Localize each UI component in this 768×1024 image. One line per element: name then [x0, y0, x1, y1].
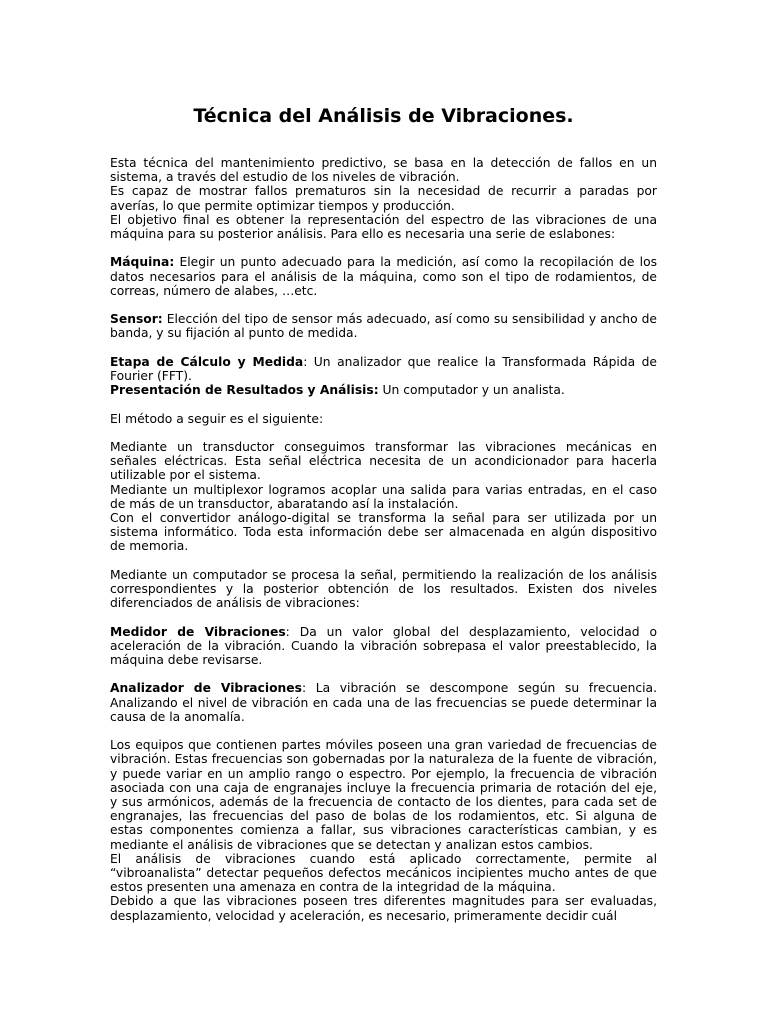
spacer	[110, 426, 657, 440]
sensor-text: Elección del tipo de sensor más adecuado, así como su sensibilidad y ancho de banda, y su fijación al punto de medida.	[110, 312, 657, 341]
spacer	[110, 667, 657, 681]
sensor-paragraph	[110, 312, 657, 340]
magnitudes-paragraph: Debido a que las vibraciones poseen tres diferentes magnitudes para ser evaluadas, desplazamiento, velocidad y aceleración, es necesario, primeramente decidir cuál	[110, 894, 657, 923]
convertidor-paragraph: Con el convertidor análogo-digital se transforma la señal para ser utilizada por un sistema informático. Toda esta información debe ser almacenada en algún dispositivo de memoria.	[110, 511, 657, 554]
etapa-text: : Un analizador que realice la Transformada Rápida de Fourier (FFT).	[110, 354, 657, 383]
analizador-paragraph	[110, 681, 657, 724]
equipos-paragraph: Los equipos que contienen partes móviles poseen una gran variedad de frecuencias de vibración. Estas frecuencias son gobernadas por la naturaleza de la fuente de vibración, y puede variar en un amplio rango o espectro. Por ejemplo, la frecuencia de vibración asociada con una caja de engranajes incluye la frecuencia primaria de rotación del eje, y sus armónicos, además de la frecuencia de contacto de los dientes, para cada set de engranajes, las frecuencias del paso de bolas de los rodamientos, etc. Si alguna de estas componentes comienza a fallar, sus vibraciones características cambian, y es mediante el análisis de vibraciones que se detectan y analizan estos cambios.	[110, 738, 657, 852]
intro-paragraph-1: Esta técnica del mantenimiento predictivo, se basa en la detección de fallos en un sistema, a través del estudio de los niveles de vibración.	[110, 156, 657, 185]
presentacion-text: Un computador y un analista.	[378, 383, 565, 398]
maquina-label: Máquina:	[110, 255, 175, 270]
medidor-text: : Da un valor global del desplazamiento, velocidad o aceleración de la vibración. Cuando la vibración sobrepasa el valor preestablecido, la máquina debe revisarse.	[110, 624, 657, 667]
etapa-label: Etapa de Cálculo y Medida	[110, 354, 304, 369]
multiplexor-paragraph: Mediante un multiplexor logramos acoplar una salida para varias entradas, en el caso de más de un transductor, abaratando así la instalación.	[110, 482, 657, 511]
vibroanalista-paragraph: El análisis de vibraciones cuando está aplicado correctamente, permite al “vibroanalista” detectar pequeños defectos mecánicos incipientes mucho antes de que estos presenten una amenaza en contra de la integridad de la máquina.	[110, 851, 657, 895]
metodo-paragraph: El método a seguir es el siguiente:	[110, 411, 324, 426]
computador-paragraph: Mediante un computador se procesa la señal, permitiendo la realización de los análisis correspondientes y la posterior obtención de los resultados. Existen dos niveles diferenciados de análisis de vibraciones:	[110, 567, 657, 611]
transductor-paragraph: Mediante un transductor conseguimos transformar las vibraciones mecánicas en señales eléctricas. Esta señal eléctrica necesita de un acondicionador para hacerla utilizable por el sistema.	[110, 439, 657, 483]
medidor-label: Medidor de Vibraciones	[110, 624, 286, 639]
spacer	[110, 298, 657, 312]
maquina-paragraph	[110, 255, 657, 298]
maquina-text: Elegir un punto adecuado para la medición, así como la recopilación de los datos necesarios para el análisis de la máquina, como son el tipo de rodamientos, de correas, número de alabes, …etc.	[110, 255, 657, 298]
analizador-text: : La vibración se descompone según su frecuencia. Analizando el nivel de vibración en cada una de las frecuencias se puede determinar la causa de la anomalía.	[110, 681, 657, 724]
intro-paragraph-2: Es capaz de mostrar fallos prematuros sin la necesidad de recurrir a paradas por averías, lo que permite optimizar tiempos y producción.	[110, 184, 657, 213]
spacer	[110, 241, 657, 255]
presentacion-label: Presentación de Resultados y Análisis:	[110, 383, 379, 398]
etapa-paragraph	[110, 355, 657, 383]
spacer	[110, 610, 657, 624]
document-title: Técnica del Análisis de Vibraciones.	[193, 105, 574, 127]
intro-paragraph-3: El objetivo final es obtener la representación del espectro de las vibraciones de una máquina para su posterior análisis. Para ello es necesaria una serie de eslabones:	[110, 212, 657, 242]
medidor-paragraph	[110, 625, 657, 668]
analizador-label: Analizador de Vibraciones	[110, 681, 302, 696]
spacer	[110, 724, 657, 738]
spacer	[110, 397, 657, 411]
presentacion-paragraph	[110, 383, 657, 397]
document-page	[110, 104, 657, 923]
spacer	[110, 341, 657, 355]
spacer	[110, 554, 657, 568]
sensor-label: Sensor:	[110, 312, 163, 327]
